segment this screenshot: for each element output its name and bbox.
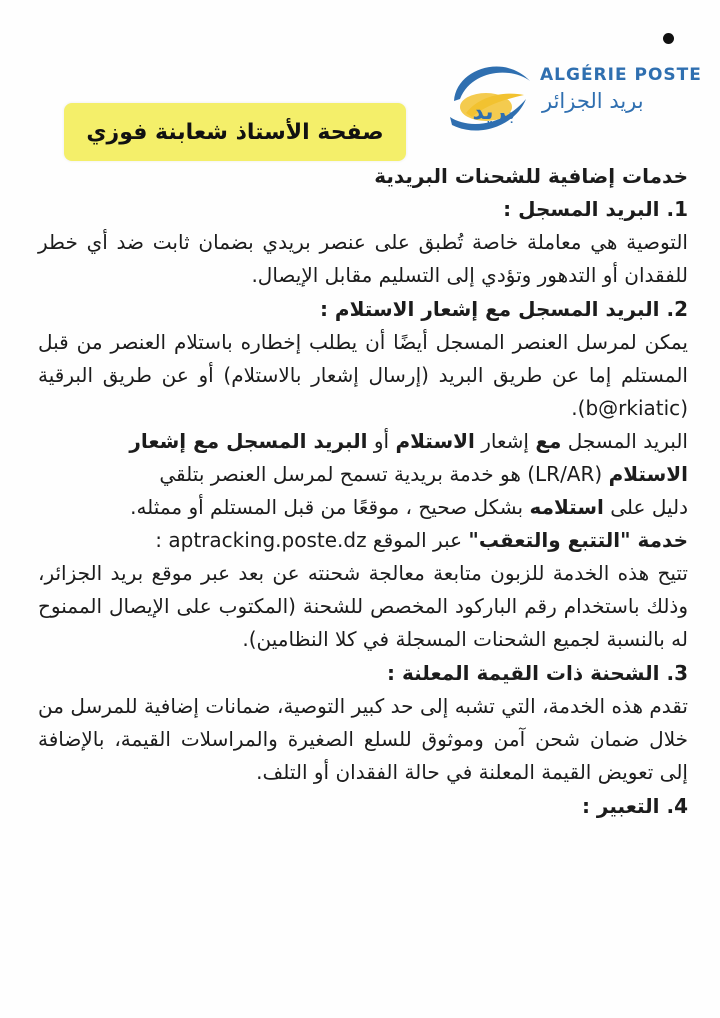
section-4-heading: 4. التعبير : [581,794,688,818]
logo-text-french: ALGÉRIE POSTE [540,65,702,85]
logo-mark-text: بريد [472,100,516,125]
section-3-body: تقدم هذه الخدمة، التي تشبه إلى حد كبير التوصية، ضمانات إضافية للمرسل من خلال ضمان شحن آمن وموثوق للسلع الصغيرة والمراسلات القيمة، بالإضافة إلى تعويض القيمة المعلنة في حالة الفقدان أو التلف. [38,694,688,784]
section-1-heading: 1. البريد المسجل : [503,197,688,221]
logo-text-arabic: بريد الجزائر [542,89,644,113]
section-2-definition-line-1: البريد المسجل مع إشعار الاستلام أو البريد المسجل مع إشعار [129,429,688,453]
document-body [38,160,688,823]
bullet-dot [663,33,674,44]
tracking-site: aptracking.poste.dz [168,528,367,552]
tracking-heading: خدمة "التتبع والتعقب" عبر الموقع aptracking.poste.dz : [155,528,688,552]
tracking-label: خدمة "التتبع والتعقب" [468,528,688,552]
tracking-body: تتيح هذه الخدمة للزبون متابعة معالجة شحنته عن بعد عبر موقع بريد الجزائر، وذلك باستخدام رقم الباركود المخصص للشحنة (المكتوب على الإيصال الممنوح له بالنسبة لجميع الشحنات المسجلة في كلا النظامين). [38,561,688,651]
section-2-definition-line-2: الاستلام (LR/AR) هو خدمة بريدية تسمح لمرسل العنصر بتلقي [159,462,688,486]
document-title: خدمات إضافية للشحنات البريدية [374,164,688,188]
algerie-poste-logo-mark [446,55,538,139]
section-1-body: التوصية هي معاملة خاصة تُطبق على عنصر بريدي بضمان ثابت ضد أي خطر للفقدان أو التدهور وتؤدي إلى التسليم مقابل الإيصال. [38,230,688,287]
algerie-poste-logo [446,55,716,145]
author-badge: صفحة الأستاذ شعابنة فوزي [64,103,406,161]
section-2-heading: 2. البريد المسجل مع إشعار الاستلام : [319,297,688,321]
section-3-heading: 3. الشحنة ذات القيمة المعلنة : [387,661,688,685]
section-2-body: يمكن لمرسل العنصر المسجل أيضًا أن يطلب إخطاره باستلام العنصر من قبل المستلم إما عن طريق البريد (إرسال إشعار بالاستلام) أو عن طريق البرقية (b@rkiatic). [38,330,688,420]
section-2-definition-line-3: دليل على استلامه بشكل صحيح ، موقعًا من قبل المستلم أو ممثله. [130,495,688,519]
